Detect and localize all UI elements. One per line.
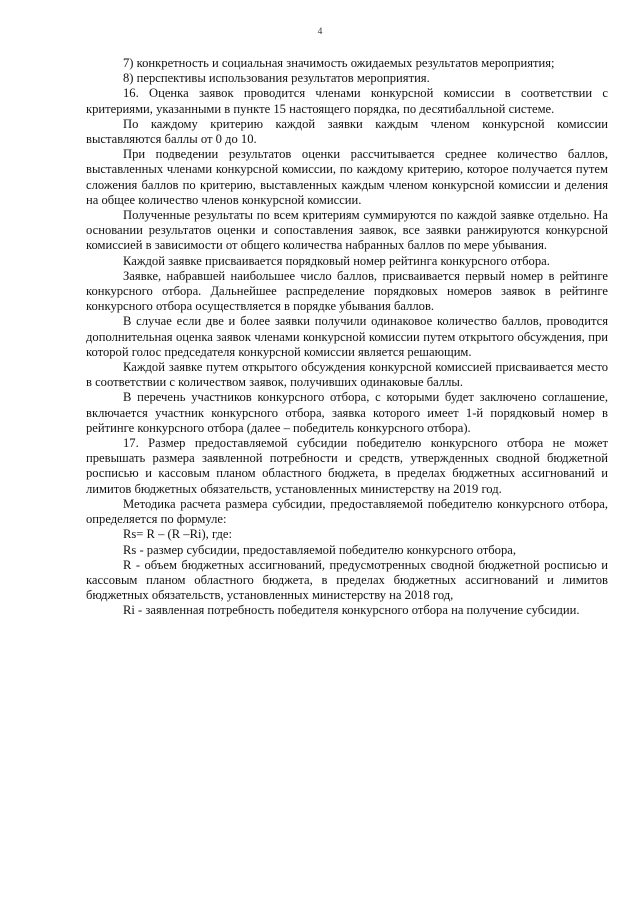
page-number: 4: [317, 27, 323, 37]
method-paragraph: Методика расчета размера субсидии, предоставляемой победителю конкурсного отбора, определяется по формуле:: [86, 496, 608, 527]
winner-paragraph: В перечень участников конкурсного отбора, с которыми будет заключено соглашение, включается участник конкурсного отбора, заявка которого имеет 1-й порядковый номер в рейтинге конкурсного отбора (далее – победитель конкурсного отбора).: [86, 390, 608, 435]
clause-17-paragraph: 17. Размер предоставляемой субсидии победителю конкурсного отбора не может превышать размера заявленной потребности и средств, утвержденных сводной бюджетной росписью и кассовым планом областного бюджета, в пределах бюджетных ассигнований и лимитов бюджетных обязательств, установленных министерству на 2019 год.: [86, 436, 608, 496]
rating-number-paragraph: Каждой заявке присваивается порядковый номер рейтинга конкурсного отбора.: [123, 253, 550, 268]
criterion-7-paragraph: 7) конкретность и социальная значимость ожидаемых результатов мероприятия;: [123, 56, 555, 70]
r-definition: R - объем бюджетных ассигнований, предусмотренных сводной бюджетной росписью и кассовым планом областного бюджета, в пределах бюджетных ассигнований и лимитов бюджетных обязательств, установленных министерству на 2018 год,: [86, 557, 608, 603]
criterion-8-paragraph: 8) перспективы использования результатов мероприятия.: [123, 71, 430, 86]
clause-16-paragraph: 16. Оценка заявок проводится членами конкурсной комиссии в соответствии с критериями, указанными в пункте 15 настоящего порядка, по десятибалльной системе.: [86, 86, 608, 116]
ri-definition: Ri - заявленная потребность победителя конкурсного отбора на получение субсидии.: [123, 603, 580, 618]
average-score-paragraph: При подведении результатов оценки рассчитывается среднее количество баллов, выставленных членами конкурсной комиссии, по каждому критерию, которое получается путем сложения баллов по критерию, выставленных каждым членом конкурсной комиссии и деления на общее количество членов конкурсной комиссии.: [86, 147, 608, 207]
ranking-paragraph: Полученные результаты по всем критериям суммируются по каждой заявке отдельно. На основании результатов оценки и сопоставления заявок, все заявки ранжируются конкурсной комиссией в зависимости от общего количества набранных баллов по мере убывания.: [86, 208, 608, 253]
document-body: [86, 56, 608, 619]
first-place-paragraph: Заявке, набравшей наибольшее число баллов, присваивается первый номер в рейтинге конкурсного отбора. Дальнейшее распределение порядковых номеров заявок в рейтинге конкурсного отбора осуществляется в порядке убывания баллов.: [86, 268, 608, 314]
scoring-range-paragraph: По каждому критерию каждой заявки каждым членом конкурсной комиссии выставляются баллы от 0 до 10.: [86, 116, 608, 147]
tie-break-paragraph: В случае если две и более заявки получили одинаковое количество баллов, проводится дополнительная оценка заявок членами конкурсной комиссии путем открытого обсуждения, при которой голос председателя конкурсной комиссии является решающим.: [86, 314, 608, 359]
formula: Rs= R – (R –Ri), где:: [123, 527, 233, 542]
rs-definition: Rs - размер субсидии, предоставляемой победителю конкурсного отбора,: [123, 542, 517, 557]
open-discussion-paragraph: Каждой заявке путем открытого обсуждения конкурсной комиссией присваивается место в соответствии с количеством заявок, получивших одинаковые баллы.: [86, 360, 608, 390]
